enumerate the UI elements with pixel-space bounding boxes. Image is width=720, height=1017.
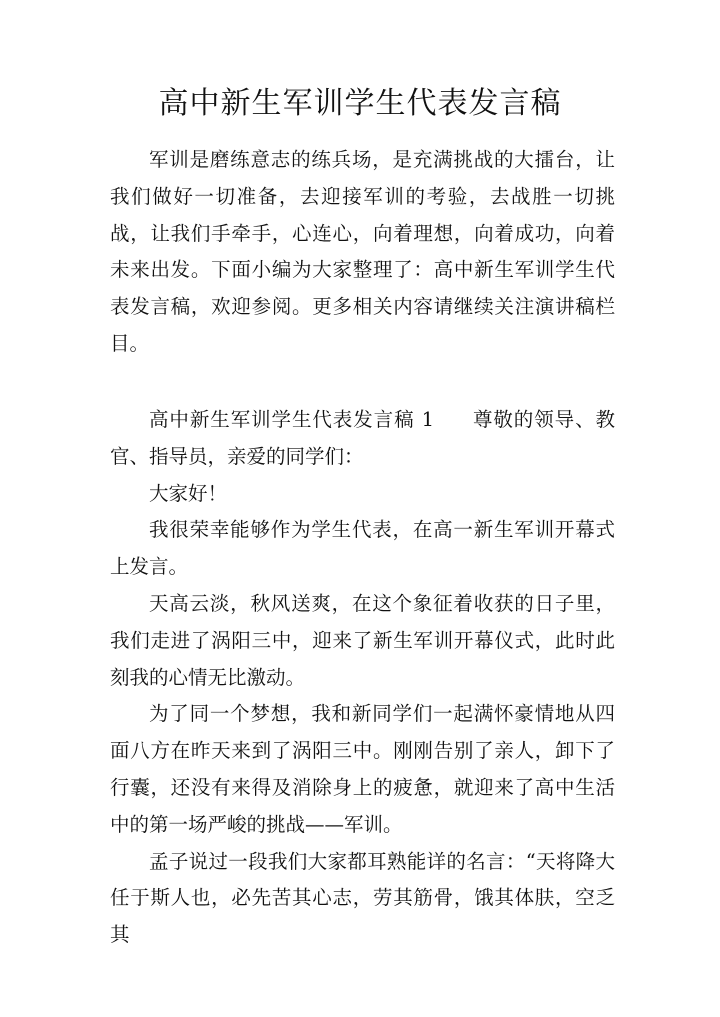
speech-section (110, 402, 615, 954)
body-paragraph: 天高云淡，秋风送爽，在这个象征着收获的日子里，我们走进了涡阳三中，迎来了新生军训开幕仪式，此时此刻我的心情无比激动。 (110, 591, 615, 689)
body-paragraph: 孟子说过一段我们大家都耳熟能详的名言：“天将降大任于斯人也，必先苦其心志，劳其筋骨，饿其体肤，空乏其 (110, 849, 615, 947)
body-paragraph: 我很荣幸能够作为学生代表，在高一新生军训开幕式上发言。 (110, 518, 615, 579)
body-paragraph: 大家好！ (149, 481, 228, 505)
salutation: 尊敬的领导、教官、指导员，亲爱的同学们： (110, 408, 615, 468)
section-heading: 高中新生军训学生代表发言稿 1 (149, 408, 435, 431)
speech-opening-paragraph (110, 402, 615, 476)
intro-section (110, 142, 615, 363)
intro-paragraph: 军训是磨练意志的练兵场，是充满挑战的大擂台，让我们做好一切准备，去迎接军训的考验，去战胜一切挑战，让我们手牵手，心连心，向着理想，向着成功，向着未来出发。下面小编为大家整理了：高中新生军训学生代表发言稿，欢迎参阅。更多相关内容请继续关注演讲稿栏目。 (110, 148, 615, 355)
body-paragraph: 为了同一个梦想，我和新同学们一起满怀豪情地从四面八方在昨天来到了涡阳三中。刚刚告别了亲人，卸下了行囊，还没有来得及消除身上的疲惫，就迎来了高中生活中的第一场严峻的挑战——军训。 (110, 702, 615, 836)
document-title: 高中新生军训学生代表发言稿 (158, 86, 562, 121)
